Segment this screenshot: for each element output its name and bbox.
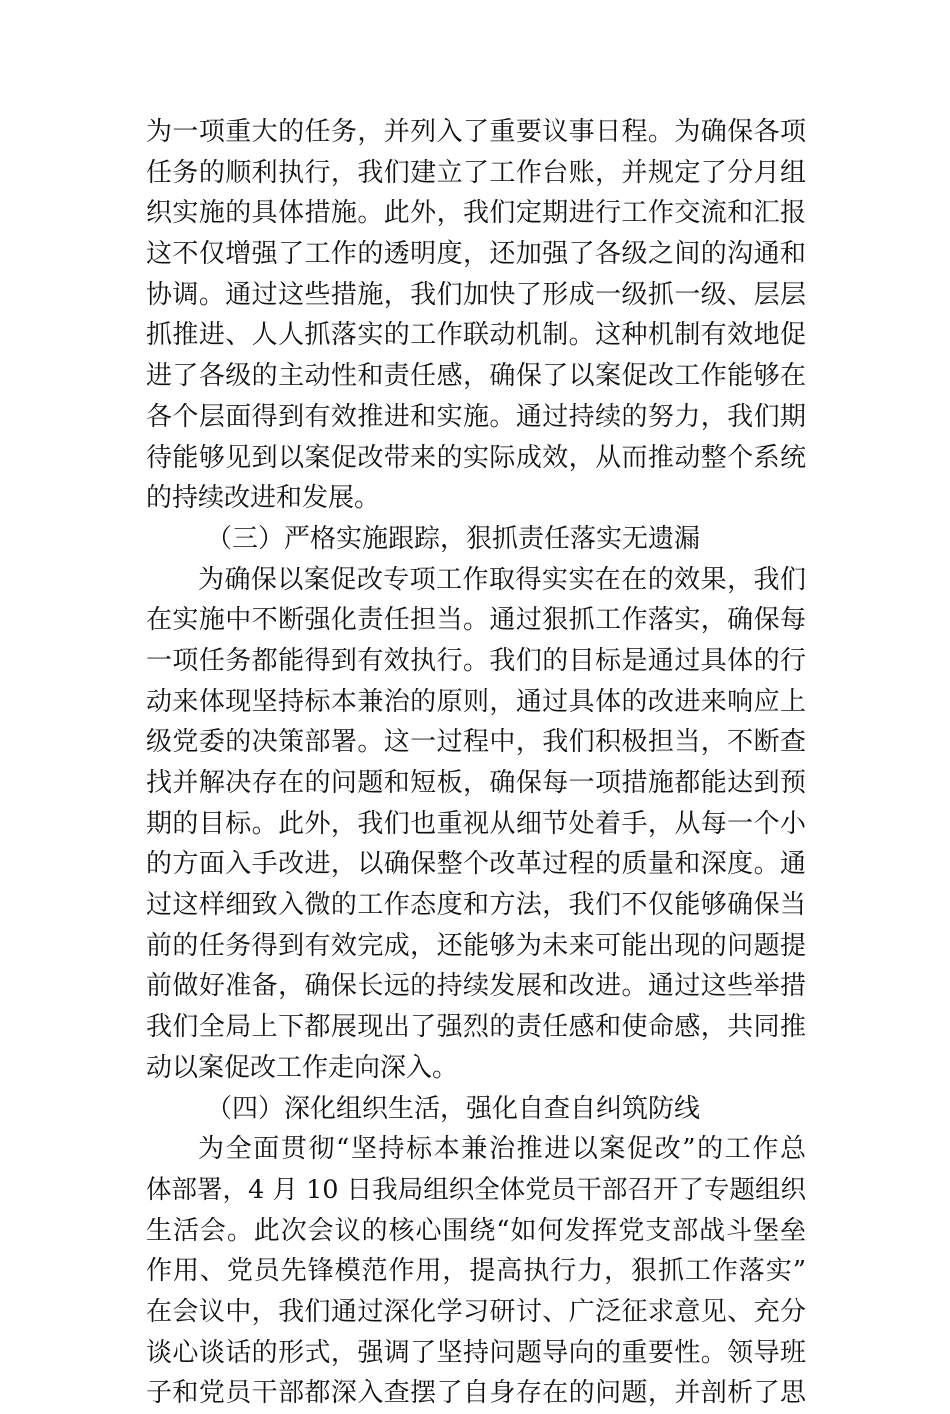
text-line: 动以案促改工作走向深入。: [146, 1052, 459, 1083]
text-line: 协调。通过这些措施，我们加快了形成一级抓一级、层层: [146, 279, 806, 310]
text-line: 谈心谈话的形式，强调了坚持问题导向的重要性。领导班: [146, 1337, 806, 1368]
text-line: 前的任务得到有效完成，还能够为未来可能出现的问题提: [146, 930, 806, 961]
text-line: 动来体现坚持标本兼治的原则，通过具体的改进来响应上: [146, 686, 806, 717]
text-line: 抓推进、人人抓落实的工作联动机制。这种机制有效地促: [146, 320, 806, 351]
section-heading-3: （三）严格实施跟踪，狠抓责任落实无遗漏: [206, 523, 701, 554]
text-line: 过这样细致入微的工作态度和方法，我们不仅能够确保当: [146, 890, 806, 921]
text-line: 进了各级的主动性和责任感，确保了以案促改工作能够在: [146, 361, 806, 392]
text-line: 的方面入手改进，以确保整个改革过程的质量和深度。通: [146, 849, 806, 880]
text-line: 为全面贯彻“坚持标本兼治推进以案促改”的工作总: [198, 1134, 806, 1165]
text-line: 体部署，4 月 10 日我局组织全体党员干部召开了专题组织: [146, 1174, 806, 1205]
text-line: 在实施中不断强化责任担当。通过狠抓工作落实，确保每: [146, 605, 806, 636]
text-line: 找并解决存在的问题和短板，确保每一项措施都能达到预: [146, 768, 806, 798]
text-line: 作用、党员先锋模范作用，提高执行力，狠抓工作落实”: [146, 1256, 806, 1287]
text-line: 为一项重大的任务，并列入了重要议事日程。为确保各项: [146, 117, 806, 147]
text-line: 子和党员干部都深入查摆了自身存在的问题，并剖析了思: [146, 1378, 806, 1409]
text-line: 级党委的决策部署。这一过程中，我们积极担当，不断查: [146, 727, 806, 758]
section-heading-4: （四）深化组织生活，强化自查自纠筑防线: [206, 1093, 701, 1124]
text-line: 为确保以案促改专项工作取得实实在在的效果，我们: [198, 564, 806, 595]
text-line: 一项任务都能得到有效执行。我们的目标是通过具体的行: [146, 645, 806, 676]
text-line: 织实施的具体措施。此外，我们定期进行工作交流和汇报: [146, 198, 806, 229]
document-page: [146, 112, 806, 1414]
text-line: 各个层面得到有效推进和实施。通过持续的努力，我们期: [146, 401, 806, 432]
text-line: 待能够见到以案促改带来的实际成效，从而推动整个系统: [146, 442, 806, 473]
text-line: 期的目标。此外，我们也重视从细节处着手，从每一个小: [146, 808, 806, 839]
text-line: 我们全局上下都展现出了强烈的责任感和使命感，共同推: [146, 1012, 806, 1043]
text-line: 任务的顺利执行，我们建立了工作台账，并规定了分月组: [146, 157, 806, 188]
text-line: 这不仅增强了工作的透明度，还加强了各级之间的沟通和: [146, 239, 806, 270]
text-line: 前做好准备，确保长远的持续发展和改进。通过这些举措: [146, 971, 806, 1002]
text-line: 在会议中，我们通过深化学习研讨、广泛征求意见、充分: [146, 1296, 806, 1327]
text-line: 生活会。此次会议的核心围绕“如何发挥党支部战斗堡垒: [146, 1215, 806, 1246]
text-line: 的持续改进和发展。: [146, 483, 381, 514]
